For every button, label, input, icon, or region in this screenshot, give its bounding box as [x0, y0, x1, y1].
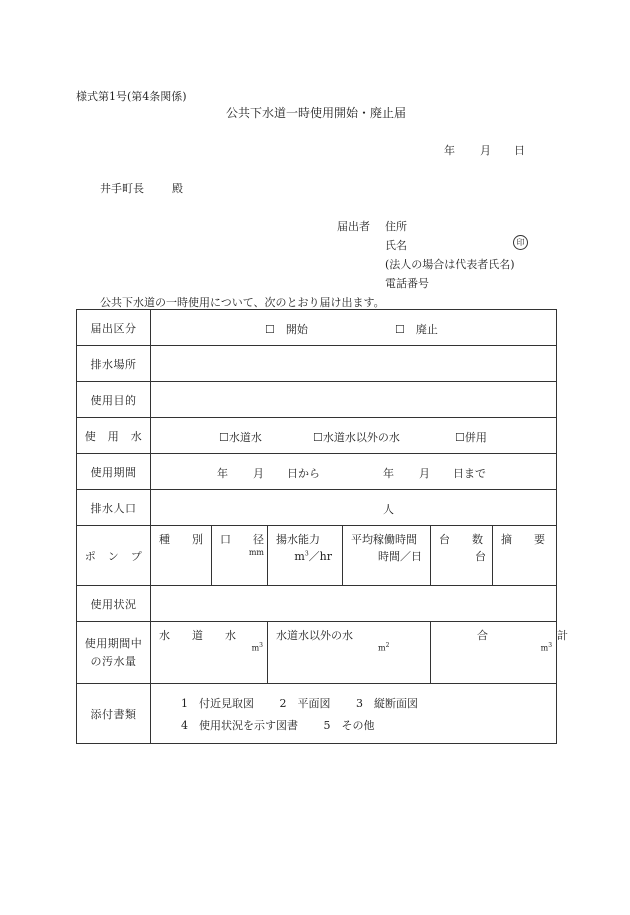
row-period [77, 454, 557, 490]
unit-cube: 3 [304, 550, 309, 558]
sewage-nontap-unit-m: m [378, 643, 386, 653]
seal-glyph: 印 [513, 235, 528, 250]
row-notification-type [77, 310, 557, 346]
date-year-label: 年 [444, 144, 455, 157]
pump-remarks-header: 摘 要 [501, 533, 545, 546]
pump-count-header: 台 数 [439, 533, 483, 546]
row-water-used [77, 418, 557, 454]
sewage-nontap-header: 水道水以外の水 [276, 629, 353, 642]
sewage-nontap-unit-exp: 2 [385, 642, 390, 649]
date-month-label: 月 [480, 144, 491, 157]
pump-hours-header: 平均稼働時間 [351, 533, 417, 546]
pump-bore-header: 口 径 [220, 533, 264, 546]
notification-type-label: 届出区分 [77, 310, 151, 346]
sewage-nontap-unit [378, 642, 389, 653]
pump-type-header: 種 別 [159, 533, 203, 546]
purpose-field[interactable] [151, 382, 557, 418]
sewage-tap-cell[interactable] [151, 622, 268, 684]
honorific: 殿 [172, 182, 183, 195]
sewage-total-header-b: 計 [557, 629, 568, 642]
row-status [77, 586, 557, 622]
pump-hours-unit: 時間／日 [378, 550, 422, 563]
pump-hours-cell[interactable] [343, 526, 431, 586]
seal-mark [513, 235, 528, 250]
population-field[interactable] [151, 490, 557, 526]
attachments-line2: 4 使用状況を示す図書 5 その他 [181, 719, 375, 732]
sewage-tap-unit-m: m [251, 643, 260, 653]
row-pump [77, 526, 557, 586]
option-start-checkbox[interactable]: ☐ 開始 [265, 323, 308, 336]
sewage-label [77, 622, 151, 684]
application-form-table [76, 309, 568, 744]
pump-capacity-cell[interactable] [268, 526, 343, 586]
pump-count-unit: 台 [475, 550, 486, 563]
row-attachments [77, 684, 557, 744]
applicant-address-label: 住所 [385, 220, 407, 233]
sewage-tap-header: 水 道 水 [159, 629, 236, 642]
period-field[interactable] [151, 454, 557, 490]
period-label: 使用期間 [77, 454, 151, 490]
row-purpose [77, 382, 557, 418]
applicant-name-label: 氏名 [385, 239, 407, 252]
pump-capacity-header: 揚水能力 [276, 533, 320, 546]
period-from-month: 月 [253, 467, 264, 480]
unit-m: m [294, 550, 305, 563]
attachments-field[interactable] [151, 684, 557, 744]
sewage-total-header-a: 合 [477, 629, 488, 642]
row-population [77, 490, 557, 526]
notification-type-options [151, 310, 557, 346]
pump-remarks-cell[interactable] [493, 526, 557, 586]
pump-count-cell[interactable] [431, 526, 493, 586]
intro-text: 公共下水道の一時使用について、次のとおり届け出ます。 [100, 296, 385, 309]
sewage-label-line2: の汚水量 [90, 654, 137, 668]
pump-capacity-unit [294, 548, 332, 564]
combined-use-checkbox[interactable]: ☐併用 [455, 431, 487, 444]
pump-bore-unit: mm [248, 548, 264, 557]
sewage-total-unit-m: m [540, 643, 549, 653]
drain-location-field[interactable] [151, 346, 557, 382]
addressee: 井手町長 [100, 182, 144, 195]
sewage-tap-unit-exp: 3 [259, 642, 263, 649]
sewage-total-cell[interactable] [431, 622, 568, 684]
sewage-total-unit-exp: 3 [548, 642, 553, 649]
population-unit: 人 [383, 503, 394, 516]
option-abolish-checkbox[interactable]: ☐ 廃止 [395, 323, 438, 336]
pump-bore-cell[interactable] [212, 526, 268, 586]
row-sewage [77, 622, 557, 684]
population-label: 排水人口 [77, 490, 151, 526]
sewage-tap-unit [252, 642, 263, 653]
purpose-label: 使用目的 [77, 382, 151, 418]
status-label: 使用状況 [77, 586, 151, 622]
row-drain-location [77, 346, 557, 382]
tap-water-checkbox[interactable]: ☐水道水 [219, 431, 262, 444]
period-from-day: 日から [287, 467, 320, 480]
applicant-label: 届出者 [337, 220, 370, 233]
corporate-note: (法人の場合は代表者氏名) [385, 258, 515, 271]
sewage-label-line1: 使用期間中 [84, 636, 143, 650]
water-used-label: 使 用 水 [77, 418, 151, 454]
period-to-day: 日まで [453, 467, 486, 480]
water-used-options [151, 418, 557, 454]
applicant-phone-label: 電話番号 [385, 277, 429, 290]
period-from-year: 年 [217, 467, 228, 480]
pump-label: ポ ン プ [77, 526, 151, 586]
sewage-total-unit [541, 642, 552, 653]
unit-per-hr: ／hr [308, 550, 332, 563]
period-to-year: 年 [383, 467, 394, 480]
attachments-line1: 1 付近見取図 2 平面図 3 縦断面図 [181, 697, 418, 710]
date-day-label: 日 [514, 144, 525, 157]
status-field[interactable] [151, 586, 557, 622]
non-tap-water-checkbox[interactable]: ☐水道水以外の水 [313, 431, 400, 444]
sewage-nontap-cell[interactable] [268, 622, 431, 684]
pump-type-cell[interactable] [151, 526, 212, 586]
period-to-month: 月 [419, 467, 430, 480]
form-title: 公共下水道一時使用開始・廃止届 [226, 106, 407, 120]
drain-location-label: 排水場所 [77, 346, 151, 382]
attachments-label: 添付書類 [77, 684, 151, 744]
form-number: 様式第1号(第4条関係) [76, 90, 187, 103]
